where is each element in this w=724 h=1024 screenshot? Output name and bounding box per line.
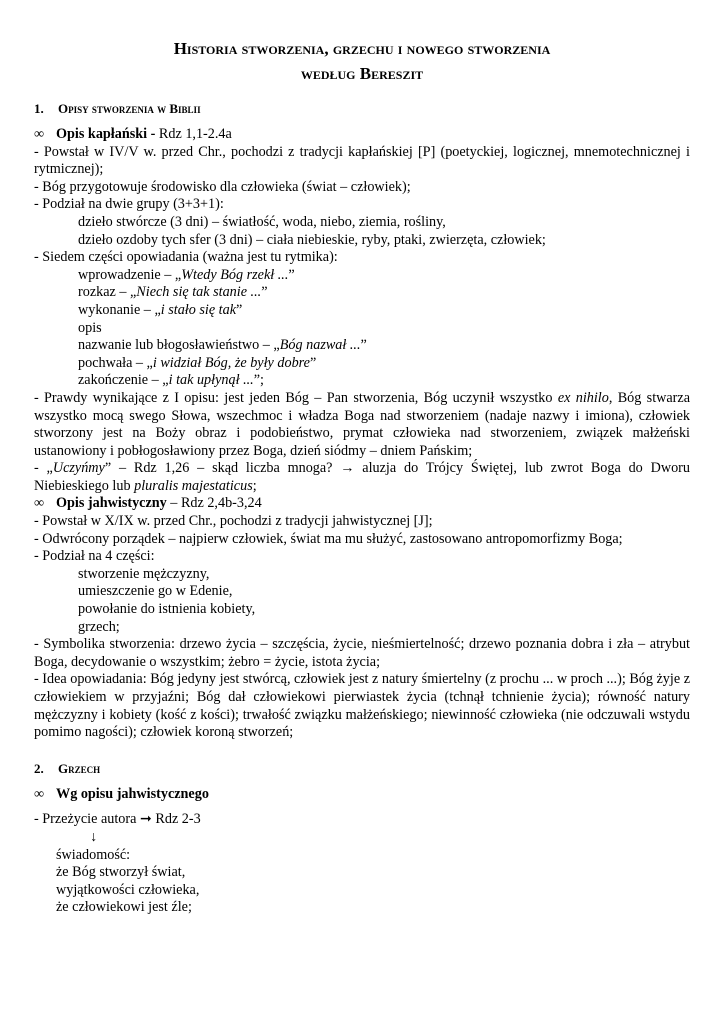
paragraph: - Odwrócony porządek – najpierw człowiek, świat ma mu służyć, zastosowano antropomorfizmy Boga; — [34, 530, 623, 547]
subsection-kaplanski: ∞ Opis kapłański - Rdz 1,1-2.4a — [34, 126, 232, 142]
list-item: nazwanie lub błogosławieństwo – „Bóg nazwał ...” — [78, 337, 367, 354]
paragraph: - Podział na dwie grupy (3+3+1): — [34, 196, 224, 213]
infinity-bullet-icon: ∞ — [34, 126, 45, 142]
paragraph: - Powstał w X/IX w. przed Chr., pochodzi z tradycji jahwistycznej [J]; — [34, 513, 433, 530]
list-item: zakończenie – „i tak upłynął ...”; — [78, 372, 264, 389]
list-item: że Bóg stworzył świat, — [56, 864, 186, 881]
section-2-heading: 2. Grzech — [34, 760, 101, 776]
document-title — [34, 36, 690, 86]
list-item: stworzenie mężczyzny, — [78, 565, 210, 582]
paragraph: - „Uczyńmy” – Rdz 1,26 – skąd liczba mnoga? → aluzja do Trójcy Świętej, lub zwrot Boga do Dworu Niebieskiego lub pluralis majestaticus; — [34, 460, 690, 494]
list-item: wprowadzenie – „Wtedy Bóg rzekł ...” — [78, 266, 295, 283]
document-page — [34, 36, 690, 917]
paragraph: - Prawdy wynikające z I opisu: jest jeden Bóg – Pan stworzenia, Bóg uczynił wszystko ex nihilo, Bóg stwarza wszystko mocą swego Słowa, wszechmoc i władza Boga nad stworzeniem (nadaje nazwy i imiona), człowiek stworzony jest na Boży obraz i podobieństwo, prymat człowieka nad stworzeniem, związek małżeński ustanowiony i pobłogosławiony przez Boga, dzień siódmy – dniem Pańskim; — [34, 389, 691, 459]
right-arrow-icon: ➞ — [139, 811, 152, 828]
paragraph: - Podział na 4 części: — [34, 548, 155, 565]
infinity-bullet-icon: ∞ — [34, 785, 45, 802]
title-line-1: Historia stworzenia, grzechu i nowego stworzenia — [173, 39, 551, 58]
list-item: dzieło ozdoby tych sfer (3 dni) – ciała niebieskie, ryby, ptaki, zwierzęta, człowiek; — [78, 231, 546, 248]
list-item: umieszczenie go w Edenie, — [78, 583, 233, 600]
infinity-bullet-icon: ∞ — [34, 495, 45, 512]
list-item: wyjątkowości człowieka, — [56, 881, 200, 898]
section-1-heading: 1. Opisy stworzenia w Biblii — [34, 101, 201, 116]
paragraph: - Powstał w IV/V w. przed Chr., pochodzi z tradycji kapłańskiej [P] (poetyckiej, logicznej, mnemotechnicznej i rytmicznej); — [34, 143, 690, 178]
paragraph: - Idea opowiadania: Bóg jedyny jest stwórcą, człowiek jest z natury śmiertelny (z prochu ... w proch ...); Bóg żyje z człowiekiem w przyjaźni; Bóg dał człowiekowi pierwiastek życia (tchnął tchnienie życia); równość natury mężczyzny i kobiety (kość z kości); trwałość związku małżeńskiego; niewinność człowieka (nie odczuwali wstydu pomimo nagości); człowiek koroną stworzeń; — [34, 671, 690, 741]
list-item: opis — [78, 319, 102, 336]
list-item: dzieło stwórcze (3 dni) – światłość, woda, niebo, ziemia, rośliny, — [78, 213, 446, 230]
title-line-2: według Bereszit — [300, 64, 424, 83]
subsection-wg-opisu: ∞ Wg opisu jahwistycznego — [34, 785, 209, 802]
list-item: powołanie do istnienia kobiety, — [78, 601, 256, 618]
list-item: pochwała – „i widział Bóg, że były dobre” — [78, 354, 317, 371]
list-item: świadomość: — [56, 846, 131, 863]
paragraph: - Przeżycie autora ➞ Rdz 2-3 — [34, 811, 201, 828]
list-item: rozkaz – „Niech się tak stanie ...” — [78, 284, 268, 301]
down-arrow-icon: ↓ — [90, 828, 98, 845]
list-item: że człowiekowi jest źle; — [56, 899, 192, 916]
list-item: grzech; — [78, 618, 120, 635]
paragraph: - Siedem części opowiadania (ważna jest tu rytmika): — [34, 249, 338, 266]
paragraph: - Bóg przygotowuje środowisko dla człowieka (świat – człowiek); — [34, 178, 411, 195]
paragraph: - Symbolika stworzenia: drzewo życia – szczęścia, życie, nieśmiertelność; drzewo poznania dobra i zła – atrybut Boga, decydowanie o wszystkim; żebro = życie, istota życia; — [34, 636, 690, 670]
list-item: wykonanie – „i stało się tak” — [78, 301, 243, 318]
subsection-jahwistyczny: ∞ Opis jahwistyczny – Rdz 2,4b-3,24 — [34, 495, 262, 512]
